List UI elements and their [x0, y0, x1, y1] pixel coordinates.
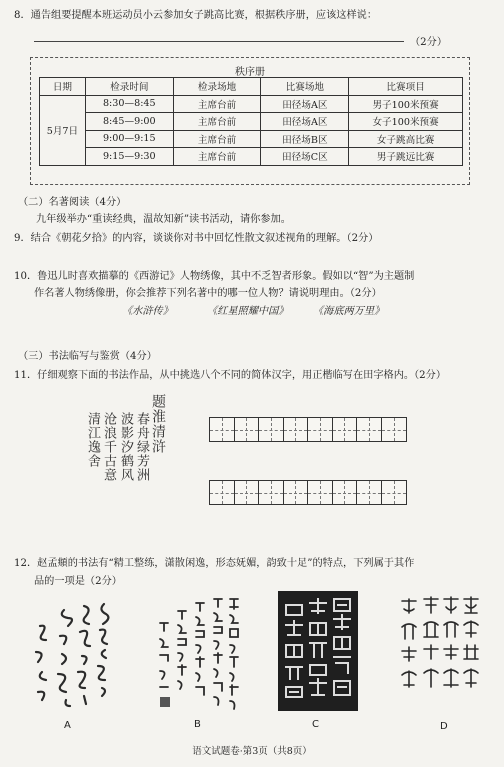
tianzige-cell[interactable]: [235, 418, 260, 441]
header-date: 日期: [40, 78, 86, 96]
cell-venue: 田径场B区: [261, 130, 349, 148]
tianzige-cell[interactable]: [284, 481, 309, 504]
header-checkin-time: 检录时间: [85, 78, 173, 96]
option-a-label: A: [64, 720, 71, 731]
tianzige-cell[interactable]: [210, 418, 235, 441]
tianzige-row-2: [209, 480, 407, 505]
schedule-table: [39, 77, 463, 166]
header-venue: 比赛场地: [261, 78, 349, 96]
q10-line1: 10．鲁迅儿时喜欢描摹的《西游记》人物绣像，其中不乏智者形象。假如以“智”为主题制: [14, 271, 415, 282]
cell-time: 9:00—9:15: [85, 130, 173, 148]
tianzige-cell[interactable]: [382, 481, 407, 504]
tianzige-cell[interactable]: [357, 418, 382, 441]
option-d-artwork[interactable]: [392, 593, 484, 732]
option-d-label: D: [440, 721, 448, 732]
cell-venue: 田径场A区: [261, 95, 349, 113]
artwork-column: 春舟绿芳洲: [134, 412, 149, 482]
option-a-artwork[interactable]: [26, 596, 118, 731]
cell-event: 女子跳高比赛: [349, 130, 463, 148]
schedule-row: [40, 148, 463, 166]
q10-book-2: 《红星照耀中国》: [207, 306, 289, 317]
q9-text: 9．结合《朝花夕拾》的内容，谈谈你对书中回忆性散文叙述视角的理解。（2分）: [14, 233, 379, 244]
tianzige-cell[interactable]: [308, 418, 333, 441]
tianzige-cell[interactable]: [382, 418, 407, 441]
artwork-column: 清江逸舍: [85, 412, 100, 468]
schedule-row: [40, 95, 463, 113]
schedule-title: 秩序册: [235, 67, 265, 78]
schedule-header-row: [40, 78, 463, 96]
cell-time: 9:15—9:30: [85, 148, 173, 166]
artwork-column: 沧浪千古意: [101, 412, 116, 482]
tianzige-cell[interactable]: [308, 481, 333, 504]
q10-book-1: 《水浒传》: [122, 306, 173, 317]
option-b-image: [150, 593, 242, 715]
tianzige-cell[interactable]: [259, 481, 284, 504]
q12-line2: 品的一项是（2分）: [34, 576, 122, 587]
section2-intro: 九年级举办“重读经典，温故知新”读书活动，请你参加。: [36, 214, 291, 225]
cell-venue: 田径场C区: [261, 148, 349, 166]
header-event: 比赛项目: [349, 78, 463, 96]
tianzige-cell[interactable]: [284, 418, 309, 441]
cell-place: 主席台前: [173, 113, 261, 131]
q11-calligraphy-artwork: [85, 392, 168, 552]
option-c-image: [278, 591, 358, 711]
option-d-image: [392, 593, 484, 697]
option-c-artwork[interactable]: [278, 591, 358, 730]
q10-book-3: 《海底两万里》: [313, 306, 385, 317]
q11-text: 11．仔细观察下面的书法作品，从中挑选八个不同的简体汉字，用正楷临写在田字格内。（2分）: [14, 370, 447, 381]
section2-heading: （二）名著阅读（4分）: [18, 197, 127, 208]
schedule-date: 5月7日: [40, 95, 86, 165]
cell-event: 男子跳远比赛: [349, 148, 463, 166]
cell-time: 8:45—9:00: [85, 113, 173, 131]
schedule-row: [40, 113, 463, 131]
header-checkin-place: 检录场地: [173, 78, 261, 96]
artwork-column: 题淮清浒: [150, 394, 166, 454]
q8-answer-line[interactable]: [34, 41, 404, 42]
option-b-artwork[interactable]: [150, 593, 242, 730]
section3-heading: （三）书法临写与鉴赏（4分）: [18, 351, 157, 362]
tianzige-cell[interactable]: [333, 481, 358, 504]
q10-line2: 作名著人物绣像册，你会推荐下列名著中的哪一位人物？请说明理由。（2分）: [34, 288, 382, 299]
q8-score: （2分）: [410, 37, 448, 48]
artwork-column: 波影汐鹤风: [118, 412, 133, 482]
tianzige-cell[interactable]: [235, 481, 260, 504]
tianzige-row-1: [209, 417, 407, 442]
q12-line1: 12．赵孟頫的书法有“精工整练，潇散闲逸，形态妩媚，韵致十足”的特点，下列属于其作: [14, 558, 415, 569]
tianzige-cell[interactable]: [333, 418, 358, 441]
cell-time: 8:30—8:45: [85, 95, 173, 113]
tianzige-cell[interactable]: [259, 418, 284, 441]
option-a-image: [26, 596, 118, 714]
tianzige-cell[interactable]: [210, 481, 235, 504]
option-c-label: C: [312, 719, 319, 730]
cell-place: 主席台前: [173, 130, 261, 148]
q8-text: 8．通告组要提醒本班运动员小云参加女子跳高比赛，根据秩序册，应该这样说：: [14, 10, 378, 21]
schedule-box: [30, 57, 470, 185]
tianzige-cell[interactable]: [357, 481, 382, 504]
cell-place: 主席台前: [173, 148, 261, 166]
schedule-row: [40, 130, 463, 148]
cell-venue: 田径场A区: [261, 113, 349, 131]
page-footer: 语文试题卷·第3页（共8页）: [192, 746, 312, 757]
cell-place: 主席台前: [173, 95, 261, 113]
cell-event: 女子100米预赛: [349, 113, 463, 131]
cell-event: 男子100米预赛: [349, 95, 463, 113]
option-b-label: B: [194, 719, 201, 730]
